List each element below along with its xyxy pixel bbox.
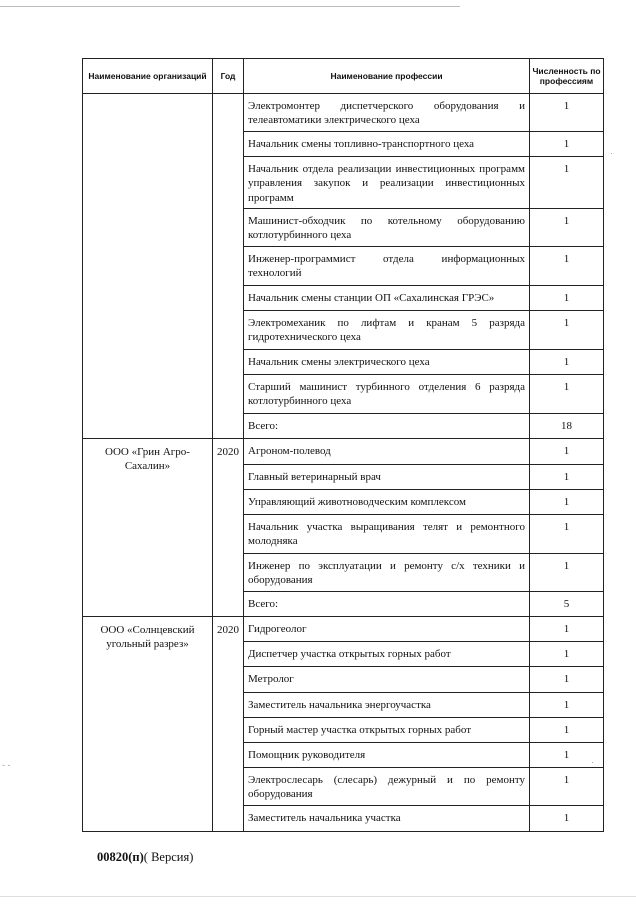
total-count: 18 [530,413,604,438]
profession-cell: Электромонтер диспетчерского оборудования и телеавтоматики электрического цеха [244,94,530,132]
year-cell [213,94,244,439]
profession-cell: Метролог [244,666,530,692]
profession-cell: Главный ветеринарный врач [244,464,530,489]
count-cell: 1 [530,742,604,767]
scan-top-edge [0,6,460,7]
total-label: Всего: [244,413,530,438]
total-label: Всего: [244,591,530,616]
organization-cell: ООО «Грин Агро-Сахалин» [83,438,213,616]
scan-mark: · [610,148,613,158]
profession-cell: Диспетчер участка открытых горных работ [244,641,530,666]
profession-cell: Инженер-программист отдела информационных технологий [244,246,530,285]
count-cell: 1 [530,616,604,641]
table-body [83,94,604,832]
organization-cell: ООО «Солнцевский угольный разрез» [83,616,213,831]
profession-cell: Начальник участка выращивания телят и ремонтного молодняка [244,514,530,553]
count-cell: 1 [530,132,604,157]
table-row [83,438,604,464]
total-count: 5 [530,591,604,616]
count-cell: 1 [530,805,604,831]
count-cell: 1 [530,310,604,349]
count-cell: 1 [530,464,604,489]
count-cell: 1 [530,374,604,413]
scan-mark: - - [2,760,11,770]
count-cell: 1 [530,717,604,742]
profession-cell: Заместитель начальника энергоучастка [244,692,530,717]
count-cell: 1 [530,514,604,553]
document-code: 00820(п) [97,850,144,864]
count-cell: 1 [530,208,604,246]
count-cell: 1 [530,692,604,717]
profession-cell: Помощник руководителя [244,742,530,767]
header-year: Год [213,59,244,94]
year-cell: 2020 [213,438,244,616]
profession-cell: Начальник смены топливно-транспортного цеха [244,132,530,157]
organization-cell [83,94,213,439]
profession-cell: Горный мастер участка открытых горных работ [244,717,530,742]
count-cell: 1 [530,246,604,285]
profession-cell: Управляющий животноводческим комплексом [244,489,530,514]
table-row [83,94,604,132]
count-cell: 1 [530,94,604,132]
count-cell: 1 [530,666,604,692]
profession-cell: Инженер по эксплуатации и ремонту с/х техники и оборудования [244,553,530,591]
document-footer [97,850,193,865]
profession-cell: Начальник смены станции ОП «Сахалинская ГРЭС» [244,285,530,310]
profession-cell: Начальник смены электрического цеха [244,349,530,374]
count-cell: 1 [530,157,604,209]
header-org: Наименование организаций [83,59,213,94]
profession-cell: Электромеханик по лифтам и кранам 5 разряда гидротехнического цеха [244,310,530,349]
table-header-row [83,59,604,94]
profession-cell: Заместитель начальника участка [244,805,530,831]
count-cell: 1 [530,553,604,591]
count-cell: 1 [530,767,604,805]
scan-bottom-edge [0,896,636,897]
year-cell: 2020 [213,616,244,831]
count-cell: 1 [530,438,604,464]
header-count: Численность по профессиям [530,59,604,94]
profession-cell: Старший машинист турбинного отделения 6 разряда котлотурбинного цеха [244,374,530,413]
table-row [83,616,604,641]
count-cell: 1 [530,349,604,374]
scan-mark: · [591,757,594,767]
document-version: ( Версия) [143,850,194,864]
profession-cell: Гидрогеолог [244,616,530,641]
profession-cell: Агроном-полевод [244,438,530,464]
count-cell: 1 [530,489,604,514]
header-profession: Наименование профессии [244,59,530,94]
professions-table [82,58,604,832]
count-cell: 1 [530,285,604,310]
profession-cell: Электрослесарь (слесарь) дежурный и по ремонту оборудования [244,767,530,805]
profession-cell: Машинист-обходчик по котельному оборудованию котлотурбинного цеха [244,208,530,246]
profession-cell: Начальник отдела реализации инвестиционных программ управления закупок и реализации инвестиционных программ [244,157,530,209]
count-cell: 1 [530,641,604,666]
